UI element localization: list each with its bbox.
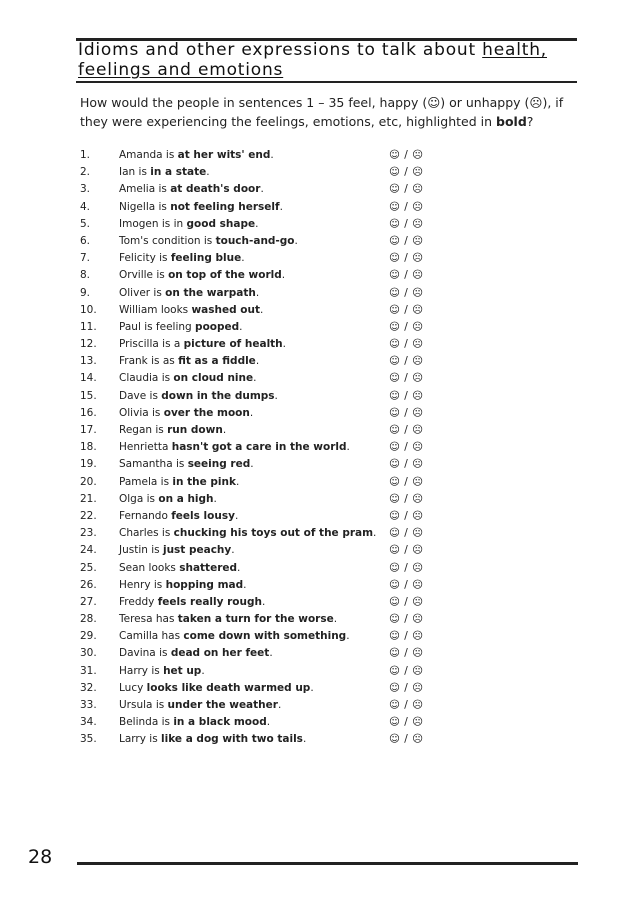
item-number: 33. xyxy=(80,699,97,711)
item-sentence xyxy=(119,680,314,697)
item-number: 29. xyxy=(80,630,97,643)
item-sentence-end: . xyxy=(294,234,298,247)
instructions-text: How would the people in sentences 1 – 35 feel, happy (☺) or unhappy (☹), if they were experiencing the feelings, emotions, etc, highlighted in xyxy=(80,95,564,129)
item-idiom: in a black mood xyxy=(173,716,267,729)
list-item xyxy=(80,181,430,198)
item-sentence-end: . xyxy=(237,561,241,574)
item-sentence-end: . xyxy=(253,372,257,385)
list-item xyxy=(80,714,430,731)
item-number: 32. xyxy=(80,681,97,694)
item-sentence xyxy=(119,645,273,662)
item-sentence xyxy=(119,147,274,164)
item-sentence-start: Dave is xyxy=(119,389,162,402)
item-sentence-end: . xyxy=(235,475,240,488)
item-number: 19. xyxy=(80,458,97,471)
item-idiom: taken a turn for the worse xyxy=(177,613,334,626)
item-sentence-start: Olivia is xyxy=(119,406,164,419)
item-sentence-start: Orville is xyxy=(119,269,169,282)
list-item xyxy=(80,302,430,319)
list-item xyxy=(80,216,430,233)
item-sentence-start: Felicity is xyxy=(119,252,171,265)
item-sentence xyxy=(119,422,226,439)
item-sentence-start: Henrietta xyxy=(119,441,172,454)
item-sentence-end: . xyxy=(279,200,283,213)
item-sentence-end: . xyxy=(260,303,264,316)
happy-unhappy-choice: ☺ / ☹ xyxy=(389,527,424,540)
item-idiom: under the weather xyxy=(167,699,278,711)
item-number: 18. xyxy=(80,441,97,454)
title-line-1-underlined: health, xyxy=(482,40,547,60)
item-sentence-end: . xyxy=(206,166,210,179)
happy-unhappy-choice: ☺ / ☹ xyxy=(389,681,424,694)
title-line-1 xyxy=(78,40,576,60)
item-sentence xyxy=(119,233,298,250)
title-line-1-plain: Idioms and other expressions to talk about xyxy=(78,40,483,60)
happy-unhappy-choice: ☺ / ☹ xyxy=(389,475,424,488)
item-sentence-start: Teresa has xyxy=(119,613,178,626)
item-idiom: fit as a fiddle xyxy=(178,355,256,368)
item-sentence-end: . xyxy=(213,492,217,505)
item-idiom: run down xyxy=(167,424,223,436)
happy-unhappy-choice: ☺ / ☹ xyxy=(389,303,424,316)
item-sentence-start: Ian is xyxy=(119,166,151,179)
happy-unhappy-choice: ☺ / ☹ xyxy=(389,372,424,385)
item-idiom: feeling blue xyxy=(170,252,242,265)
item-number: 24. xyxy=(80,544,97,557)
list-item xyxy=(80,439,430,456)
item-number: 17. xyxy=(80,424,97,436)
item-sentence-start: Lucy xyxy=(119,681,147,694)
item-idiom: on the warpath xyxy=(165,286,256,299)
item-sentence xyxy=(119,560,240,577)
item-idiom: at her wits' end xyxy=(177,149,271,161)
item-idiom: hasn't got a care in the world xyxy=(171,441,347,454)
item-idiom: dead on her feet xyxy=(170,647,270,660)
instructions xyxy=(80,93,580,131)
item-sentence-start: Henry is xyxy=(119,578,166,591)
item-sentence-end: . xyxy=(255,286,260,299)
happy-unhappy-choice: ☺ / ☹ xyxy=(389,613,424,626)
list-item xyxy=(80,319,430,336)
item-sentence-start: Larry is xyxy=(119,733,162,746)
item-sentence-start: Belinda is xyxy=(119,716,174,729)
item-sentence xyxy=(119,456,254,473)
happy-unhappy-choice: ☺ / ☹ xyxy=(389,492,424,505)
happy-unhappy-choice: ☺ / ☹ xyxy=(389,647,424,660)
item-sentence-start: Claudia is xyxy=(119,372,174,385)
happy-unhappy-choice: ☺ / ☹ xyxy=(389,595,424,608)
list-item xyxy=(80,560,430,577)
title-line-2-underlined: feelings and emotions xyxy=(78,60,284,80)
list-item xyxy=(80,147,430,164)
happy-unhappy-choice: ☺ / ☹ xyxy=(389,183,424,196)
happy-unhappy-choice: ☺ / ☹ xyxy=(389,578,424,591)
item-number: 6. xyxy=(80,234,91,247)
item-sentence-end: . xyxy=(261,595,266,608)
item-sentence xyxy=(119,611,337,628)
item-sentence xyxy=(119,216,258,233)
happy-unhappy-choice: ☺ / ☹ xyxy=(389,544,424,557)
item-idiom: looks like death warmed up xyxy=(146,681,311,694)
page-title xyxy=(78,40,576,80)
item-sentence-start: Paul is feeling xyxy=(119,320,196,333)
item-idiom: feels lousy xyxy=(171,509,235,522)
item-idiom: touch-and-go xyxy=(215,234,295,247)
item-sentence xyxy=(119,388,278,405)
list-item xyxy=(80,628,430,645)
item-sentence-start: Pamela is xyxy=(119,475,173,488)
happy-unhappy-choice: ☺ / ☹ xyxy=(389,389,424,402)
item-sentence xyxy=(119,439,350,456)
item-sentence-end: . xyxy=(249,406,254,419)
item-sentence-end: . xyxy=(239,320,243,333)
item-sentence-start: Regan is xyxy=(119,424,168,436)
happy-unhappy-choice: ☺ / ☹ xyxy=(389,424,424,436)
item-number: 7. xyxy=(80,252,91,265)
happy-unhappy-choice: ☺ / ☹ xyxy=(389,234,424,247)
happy-unhappy-choice: ☺ / ☹ xyxy=(389,355,424,368)
item-sentence-end: . xyxy=(274,389,278,402)
item-number: 3. xyxy=(80,183,91,196)
item-idiom: down in the dumps xyxy=(161,389,275,402)
list-item xyxy=(80,542,430,559)
item-idiom: hopping mad xyxy=(165,578,244,591)
item-sentence-end: . xyxy=(373,527,377,540)
item-sentence xyxy=(119,199,283,216)
list-item xyxy=(80,491,430,508)
item-sentence xyxy=(119,353,259,370)
happy-unhappy-choice: ☺ / ☹ xyxy=(389,320,424,333)
item-sentence xyxy=(119,370,256,387)
item-sentence xyxy=(119,336,286,353)
happy-unhappy-choice: ☺ / ☹ xyxy=(389,286,424,299)
item-idiom: at death's door xyxy=(170,183,261,196)
list-item xyxy=(80,731,430,748)
item-sentence-end: . xyxy=(282,338,287,351)
item-idiom: seeing red xyxy=(187,458,251,471)
item-idiom: in the pink xyxy=(172,475,236,488)
item-sentence xyxy=(119,542,235,559)
happy-unhappy-choice: ☺ / ☹ xyxy=(389,149,424,161)
happy-unhappy-choice: ☺ / ☹ xyxy=(389,269,424,282)
list-item xyxy=(80,353,430,370)
title-bottom-rule xyxy=(76,81,577,83)
item-sentence xyxy=(119,508,238,525)
item-sentence-end: . xyxy=(201,664,205,677)
item-sentence-end: . xyxy=(260,183,264,196)
title-line-2 xyxy=(78,60,576,80)
item-number: 23. xyxy=(80,527,97,540)
item-sentence-end: . xyxy=(234,509,239,522)
item-sentence xyxy=(119,164,210,181)
list-item xyxy=(80,525,430,542)
item-sentence-end: . xyxy=(333,613,338,626)
item-number: 14. xyxy=(80,372,97,385)
item-number: 27. xyxy=(80,595,97,608)
list-item xyxy=(80,285,430,302)
item-sentence xyxy=(119,302,263,319)
item-sentence-end: . xyxy=(269,647,273,660)
item-idiom: good shape xyxy=(186,217,256,230)
list-item xyxy=(80,697,430,714)
item-sentence-start: Oliver is xyxy=(119,286,166,299)
happy-unhappy-choice: ☺ / ☹ xyxy=(389,441,424,454)
item-sentence-start: Fernando xyxy=(119,509,172,522)
item-number: 9. xyxy=(80,286,91,299)
item-sentence-start: Charles is xyxy=(119,527,174,540)
item-number: 15. xyxy=(80,389,97,402)
happy-unhappy-choice: ☺ / ☹ xyxy=(389,630,424,643)
list-item xyxy=(80,611,430,628)
item-number: 1. xyxy=(80,149,91,161)
item-idiom: on cloud nine xyxy=(173,372,254,385)
item-number: 22. xyxy=(80,509,97,522)
item-idiom: just peachy xyxy=(162,544,232,557)
happy-unhappy-choice: ☺ / ☹ xyxy=(389,733,424,746)
item-number: 2. xyxy=(80,166,91,179)
item-sentence-end: . xyxy=(243,578,247,591)
item-sentence-start: Camilla has xyxy=(119,630,184,643)
exercise-list xyxy=(80,147,430,749)
happy-unhappy-choice: ☺ / ☹ xyxy=(389,458,424,471)
item-sentence-end: . xyxy=(255,355,260,368)
item-sentence-start: Olga is xyxy=(119,492,159,505)
item-number: 13. xyxy=(80,355,97,368)
list-item xyxy=(80,422,430,439)
list-item xyxy=(80,267,430,284)
happy-unhappy-choice: ☺ / ☹ xyxy=(389,200,424,213)
item-sentence-start: Freddy xyxy=(119,595,158,608)
item-number: 34. xyxy=(80,716,97,729)
item-sentence-end: . xyxy=(281,269,286,282)
item-sentence-end: . xyxy=(250,458,254,471)
item-sentence-end: . xyxy=(346,441,350,454)
item-idiom: picture of health xyxy=(183,338,283,351)
list-item xyxy=(80,508,430,525)
happy-unhappy-choice: ☺ / ☹ xyxy=(389,217,424,230)
item-number: 25. xyxy=(80,561,97,574)
list-item xyxy=(80,336,430,353)
happy-unhappy-choice: ☺ / ☹ xyxy=(389,561,424,574)
item-number: 35. xyxy=(80,733,97,746)
instructions-bold-word: bold xyxy=(496,114,527,129)
list-item xyxy=(80,663,430,680)
happy-unhappy-choice: ☺ / ☹ xyxy=(389,252,424,265)
list-item xyxy=(80,388,430,405)
item-sentence-end: . xyxy=(310,681,314,694)
item-sentence xyxy=(119,405,253,422)
item-sentence-start: Amanda is xyxy=(119,149,178,161)
list-item xyxy=(80,680,430,697)
item-sentence xyxy=(119,250,245,267)
item-sentence-start: Priscilla is a xyxy=(119,338,184,351)
item-number: 16. xyxy=(80,406,97,419)
item-number: 10. xyxy=(80,303,97,316)
item-sentence xyxy=(119,525,376,542)
item-idiom: over the moon xyxy=(163,406,250,419)
footer-rule xyxy=(77,862,578,865)
item-sentence-start: Justin is xyxy=(119,544,163,557)
item-number: 30. xyxy=(80,647,97,660)
item-idiom: pooped xyxy=(195,320,240,333)
item-sentence-start: Samantha is xyxy=(119,458,188,471)
item-idiom: in a state xyxy=(150,166,207,179)
list-item xyxy=(80,456,430,473)
item-sentence xyxy=(119,594,265,611)
item-idiom: on top of the world xyxy=(168,269,282,282)
item-sentence xyxy=(119,267,285,284)
happy-unhappy-choice: ☺ / ☹ xyxy=(389,664,424,677)
list-item xyxy=(80,164,430,181)
item-sentence xyxy=(119,181,264,198)
item-sentence xyxy=(119,319,243,336)
item-sentence-start: Nigella is xyxy=(119,200,171,213)
item-number: 31. xyxy=(80,664,97,677)
item-sentence xyxy=(119,628,350,645)
list-item xyxy=(80,250,430,267)
item-sentence-end: . xyxy=(277,699,282,711)
item-idiom: washed out xyxy=(191,303,260,316)
item-idiom: het up xyxy=(163,664,202,677)
list-item xyxy=(80,199,430,216)
item-sentence-start: Tom's condition is xyxy=(119,234,216,247)
item-number: 11. xyxy=(80,320,97,333)
item-sentence-start: Imogen is in xyxy=(119,217,187,230)
happy-unhappy-choice: ☺ / ☹ xyxy=(389,716,424,729)
item-sentence-end: . xyxy=(222,424,227,436)
item-sentence xyxy=(119,474,239,491)
item-idiom: not feeling herself xyxy=(170,200,280,213)
item-sentence-start: Frank is as xyxy=(119,355,179,368)
item-sentence xyxy=(119,714,270,731)
item-idiom: on a high xyxy=(158,492,214,505)
item-idiom: feels really rough xyxy=(157,595,262,608)
item-sentence-start: Davina is xyxy=(119,647,171,660)
item-number: 28. xyxy=(80,613,97,626)
page-number: 28 xyxy=(28,846,53,868)
item-sentence-end: . xyxy=(241,252,245,265)
item-sentence-end: . xyxy=(346,630,350,643)
happy-unhappy-choice: ☺ / ☹ xyxy=(389,166,424,179)
item-sentence-end: . xyxy=(266,716,271,729)
item-number: 4. xyxy=(80,200,91,213)
list-item xyxy=(80,594,430,611)
list-item xyxy=(80,645,430,662)
item-sentence-start: Harry is xyxy=(119,664,164,677)
list-item xyxy=(80,370,430,387)
item-sentence-end: . xyxy=(231,544,235,557)
item-idiom: chucking his toys out of the pram xyxy=(173,527,374,540)
item-number: 21. xyxy=(80,492,97,505)
item-sentence-start: William looks xyxy=(119,303,192,316)
list-item xyxy=(80,233,430,250)
item-sentence-start: Ursula is xyxy=(119,699,168,711)
happy-unhappy-choice: ☺ / ☹ xyxy=(389,338,424,351)
happy-unhappy-choice: ☺ / ☹ xyxy=(389,699,424,711)
item-sentence-start: Amelia is xyxy=(119,183,171,196)
list-item xyxy=(80,577,430,594)
happy-unhappy-choice: ☺ / ☹ xyxy=(389,406,424,419)
item-number: 12. xyxy=(80,338,97,351)
item-number: 5. xyxy=(80,217,91,230)
list-item xyxy=(80,474,430,491)
item-sentence xyxy=(119,731,306,748)
item-sentence-end: . xyxy=(270,149,274,161)
item-sentence xyxy=(119,663,205,680)
item-sentence-end: . xyxy=(302,733,307,746)
item-idiom: come down with something xyxy=(183,630,347,643)
item-sentence xyxy=(119,285,259,302)
item-sentence xyxy=(119,577,246,594)
item-number: 20. xyxy=(80,475,97,488)
item-idiom: shattered xyxy=(179,561,238,574)
item-number: 26. xyxy=(80,578,97,591)
item-sentence-end: . xyxy=(255,217,259,230)
item-idiom: like a dog with two tails xyxy=(161,733,303,746)
list-item xyxy=(80,405,430,422)
item-sentence xyxy=(119,697,281,714)
item-number: 8. xyxy=(80,269,91,282)
happy-unhappy-choice: ☺ / ☹ xyxy=(389,509,424,522)
item-sentence-start: Sean looks xyxy=(119,561,180,574)
instructions-end: ? xyxy=(526,114,534,129)
item-sentence xyxy=(119,491,217,508)
